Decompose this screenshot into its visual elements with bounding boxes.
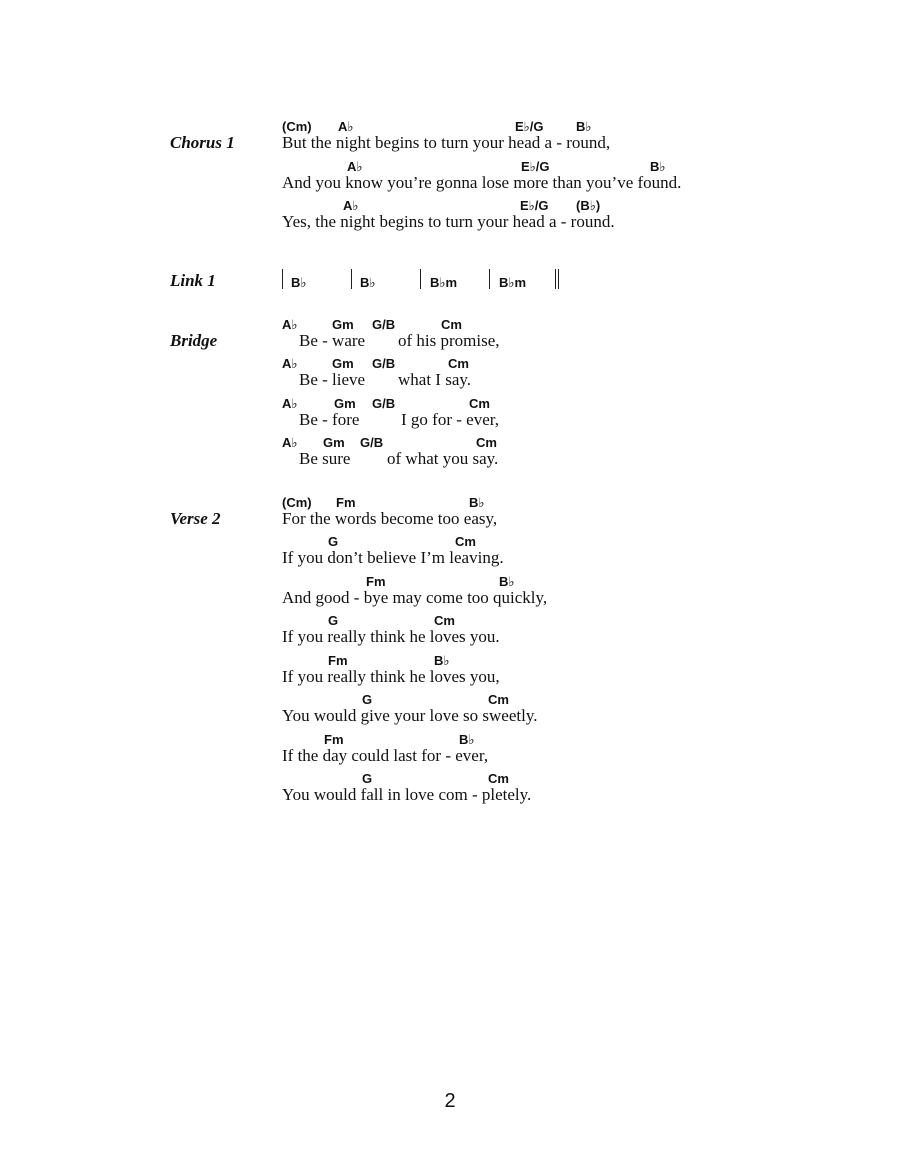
chord: G/B <box>372 317 396 332</box>
final-bar-line <box>555 269 559 289</box>
chord: Cm <box>488 771 509 786</box>
chord: B♭ <box>650 159 666 174</box>
lyric-line: For the words become too easy, <box>282 509 498 528</box>
chord: G/B <box>360 435 384 450</box>
chord: B♭ <box>459 732 475 747</box>
lyric-line: If you really think he loves you, <box>282 667 500 686</box>
chord: B♭m <box>430 275 458 290</box>
lyric-part: of what you say. <box>387 449 499 468</box>
chord: Cm <box>448 356 469 371</box>
lyric-line: If the day could last for - ever, <box>282 746 489 765</box>
chord: Cm <box>476 435 497 450</box>
lyric-line: If you really think he loves you. <box>282 627 500 646</box>
chord: Gm <box>332 317 354 332</box>
bar-line <box>420 269 421 289</box>
lyric-line: If you don’t believe I’m leaving. <box>282 548 504 567</box>
lyric-part: Be - ware <box>299 331 366 350</box>
chord: G/B <box>372 396 396 411</box>
chord: A♭ <box>282 396 298 411</box>
chord: G <box>362 771 373 786</box>
chord: (B♭) <box>576 198 601 213</box>
chord: E♭/G <box>515 119 544 134</box>
chord: Cm <box>434 613 455 628</box>
chord: Cm <box>469 396 490 411</box>
chord: Gm <box>323 435 345 450</box>
chord: A♭ <box>282 356 298 371</box>
lyric-part: Be - lieve <box>299 370 366 389</box>
bar-line <box>489 269 490 289</box>
chord: B♭ <box>360 275 376 290</box>
chord: E♭/G <box>521 159 550 174</box>
lyric-part: of his promise, <box>398 331 500 350</box>
chord: B♭m <box>499 275 527 290</box>
chord: G <box>362 692 373 707</box>
chord: (Cm) <box>282 119 312 134</box>
chord: A♭ <box>338 119 354 134</box>
chord: G <box>328 613 339 628</box>
chord: G/B <box>372 356 396 371</box>
bar-line <box>351 269 352 289</box>
chord: Cm <box>455 534 476 549</box>
page-number: 2 <box>444 1090 456 1112</box>
section-label-bridge: Bridge <box>170 331 218 350</box>
chord: (Cm) <box>282 495 312 510</box>
lyric-line: You would fall in love com - pletely. <box>282 785 532 804</box>
section-label-verse-2: Verse 2 <box>170 509 221 528</box>
chord: A♭ <box>282 317 298 332</box>
chord: Gm <box>332 356 354 371</box>
chord: B♭ <box>469 495 485 510</box>
chord: Fm <box>366 574 386 589</box>
chord: Cm <box>441 317 462 332</box>
lyric-line: And good - bye may come too quickly, <box>282 588 548 607</box>
chord: A♭ <box>347 159 363 174</box>
chord: B♭ <box>434 653 450 668</box>
chord: Gm <box>334 396 356 411</box>
lyric-part: what I say. <box>398 370 472 389</box>
chord: A♭ <box>282 435 298 450</box>
chord: B♭ <box>576 119 592 134</box>
chord: Fm <box>336 495 356 510</box>
lyric-part: Be sure <box>299 449 351 468</box>
bar-line <box>282 269 283 289</box>
lyric-line: You would give your love so sweetly. <box>282 706 538 725</box>
lyric-line: Yes, the night begins to turn your head a - round. <box>282 212 615 231</box>
chord: Fm <box>328 653 348 668</box>
lyric-line: But the night begins to turn your head a - round, <box>282 133 611 152</box>
lyric-part: I go for - ever, <box>401 410 499 429</box>
chord: E♭/G <box>520 198 549 213</box>
chord: B♭ <box>291 275 307 290</box>
chord: A♭ <box>343 198 359 213</box>
section-label-link-1: Link 1 <box>170 271 216 290</box>
lyric-part: Be - fore <box>299 410 360 429</box>
chord: G <box>328 534 339 549</box>
chord: Fm <box>324 732 344 747</box>
chord: B♭ <box>499 574 515 589</box>
chord: Cm <box>488 692 509 707</box>
lyric-line: And you know you’re gonna lose more than you’ve found. <box>282 173 682 192</box>
section-label-chorus-1: Chorus 1 <box>170 133 235 152</box>
